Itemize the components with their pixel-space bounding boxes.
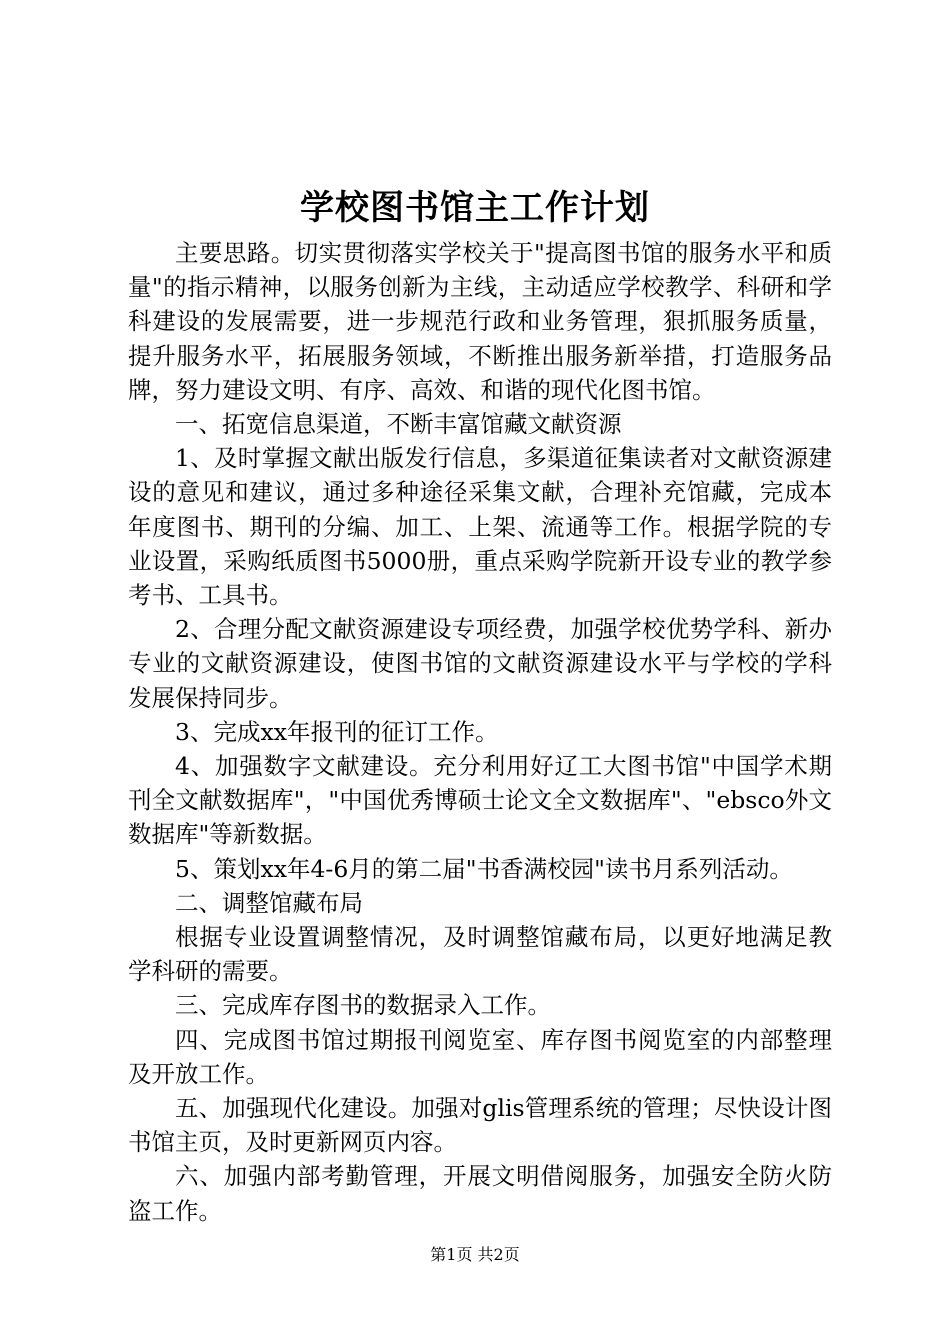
paragraph-item-2: 2、合理分配文献资源建设专项经费，加强学校优势学科、新办专业的文献资源建设，使图书馆的文献资源建设水平与学校的学科发展保持同步。 — [128, 615, 832, 712]
document-title: 学校图书馆主工作计划 — [300, 188, 650, 228]
document-body — [128, 236, 832, 1228]
paragraph-main-idea: 主要思路。切实贯彻落实学校关于"提高图书馆的服务水平和质量"的指示精神，以服务创新为主线，主动适应学校教学、科研和学科建设的发展需要，进一步规范行政和业务管理，狠抓服务质量，提升服务水平，拓展服务领域，不断推出服务新举措，打造服务品牌，努力建设文明、有序、高效、和谐的现代化图书馆。 — [128, 239, 832, 404]
paragraph-section-1-heading: 一、拓宽信息渠道，不断丰富馆藏文献资源 — [175, 410, 622, 439]
paragraph-item-4: 4、加强数字文献建设。充分利用好辽工大图书馆"中国学术期刊全文献数据库"，"中国优秀博硕士论文全文数据库"、"ebsco外文数据库"等新数据。 — [128, 752, 832, 849]
paragraph-section-5: 五、加强现代化建设。加强对glis管理系统的管理；尽快设计图书馆主页，及时更新网页内容。 — [128, 1094, 832, 1157]
paragraph-item-5: 5、策划xx年4-6月的第二届"书香满校园"读书月系列活动。 — [175, 854, 793, 883]
paragraph-item-3: 3、完成xx年报刊的征订工作。 — [175, 717, 499, 746]
paragraph-section-6: 六、加强内部考勤管理，开展文明借阅服务，加强安全防火防盗工作。 — [128, 1162, 832, 1225]
page-footer: 第1页 共2页 — [430, 1245, 520, 1264]
paragraph-section-3: 三、完成库存图书的数据录入工作。 — [175, 991, 551, 1020]
paragraph-item-1: 1、及时掌握文献出版发行信息，多渠道征集读者对文献资源建设的意见和建议，通过多种途径采集文献，合理补充馆藏，完成本年度图书、期刊的分编、加工、上架、流通等工作。根据学院的专业设置，采购纸质图书5000册，重点采购学院新开设专业的教学参考书、工具书。 — [128, 444, 832, 610]
paragraph-section-2-heading: 二、调整馆藏布局 — [175, 888, 363, 917]
paragraph-section-4: 四、完成图书馆过期报刊阅览室、库存图书阅览室的内部整理及开放工作。 — [128, 1025, 832, 1088]
paragraph-section-2-body: 根据专业设置调整情况，及时调整馆藏布局，以更好地满足教学科研的需要。 — [128, 923, 832, 986]
